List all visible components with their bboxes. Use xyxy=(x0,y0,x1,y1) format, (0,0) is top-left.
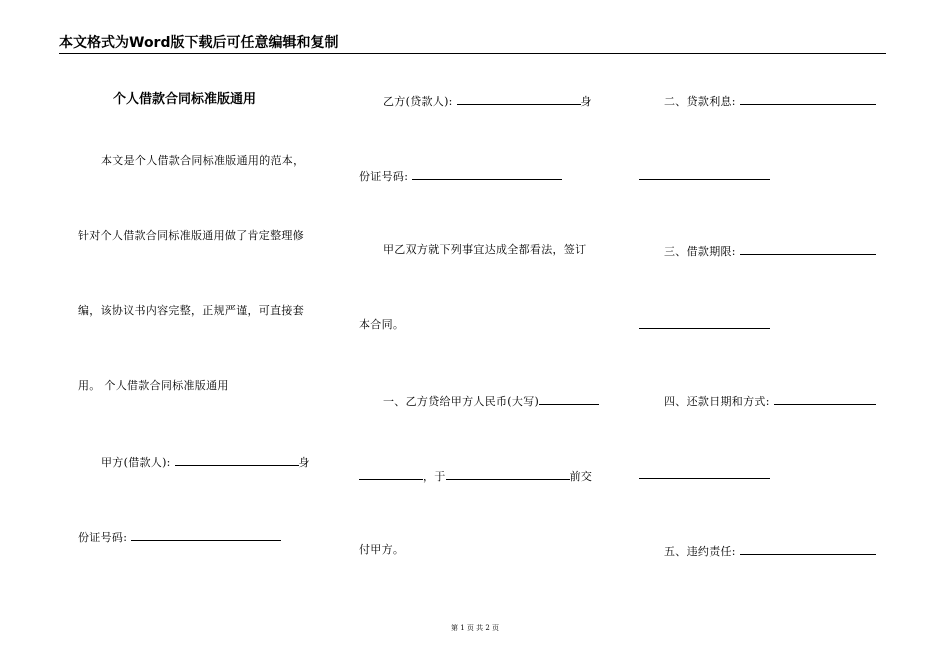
repay-label: 四、还款日期和方式: xyxy=(664,395,770,408)
breach-blank xyxy=(740,543,876,555)
interest-blank-2 xyxy=(639,179,770,180)
term-blank xyxy=(740,243,876,255)
document-title: 个人借款合同标准版通用 xyxy=(113,92,257,107)
interest-line xyxy=(664,93,876,109)
amount-blank-2 xyxy=(359,468,423,480)
amount-blank xyxy=(539,393,599,405)
intro-line-1: 本文是个人借款合同标准版通用的范本， xyxy=(101,154,305,167)
intro-line-2: 针对个人借款合同标准版通用做了肯定整理修 xyxy=(78,229,304,242)
party-a-suffix: 身 xyxy=(298,456,310,469)
repay-blank-2 xyxy=(639,478,770,479)
clause-1-end: 付甲方。 xyxy=(359,543,405,556)
party-a-label: 甲方(借款人): xyxy=(101,456,171,469)
term-label: 三、借款期限: xyxy=(664,245,736,258)
clause-1-line xyxy=(383,393,599,409)
page-footer: 第 1 页 共 2 页 xyxy=(450,624,500,632)
breach-label: 五、违约责任: xyxy=(664,545,736,558)
intro-line-3: 编，该协议书内容完整，正规严谨，可直接套 xyxy=(78,304,304,317)
repay-blank xyxy=(774,393,876,405)
interest-blank xyxy=(740,93,876,105)
interest-label: 二、贷款利息: xyxy=(664,95,736,108)
breach-line xyxy=(664,543,876,559)
party-b-suffix: 身 xyxy=(580,95,592,108)
clause-1-text: 一、乙方贷给甲方人民币(大写) xyxy=(383,395,540,408)
intro-line-4: 用。 个人借款合同标准版通用 xyxy=(78,379,229,392)
party-b-id-line xyxy=(359,168,562,184)
repay-line xyxy=(664,393,876,409)
clause-1-date-line xyxy=(359,468,592,484)
party-b-id-label: 份证号码: xyxy=(359,170,409,183)
party-a-id-line xyxy=(78,529,281,545)
party-b-line xyxy=(383,93,592,109)
party-a-id-blank xyxy=(131,529,281,541)
date-blank xyxy=(446,468,570,480)
clause-1-mid: ，于 xyxy=(423,470,446,483)
agreement-line-2: 本合同。 xyxy=(359,318,405,331)
party-b-blank xyxy=(457,93,581,105)
term-blank-2 xyxy=(639,328,770,329)
term-line xyxy=(664,243,876,259)
party-b-id-blank xyxy=(412,168,562,180)
party-a-blank xyxy=(175,454,299,466)
party-a-line xyxy=(101,454,310,470)
page-header xyxy=(59,34,886,54)
clause-1-suffix: 前交 xyxy=(569,470,593,483)
party-b-label: 乙方(贷款人): xyxy=(383,95,453,108)
agreement-line-1: 甲乙双方就下列事宜达成全都看法，签订 xyxy=(383,243,587,256)
header-text: 本文格式为Word版下载后可任意编辑和复制 xyxy=(59,35,339,51)
party-a-id-label: 份证号码: xyxy=(78,531,128,544)
